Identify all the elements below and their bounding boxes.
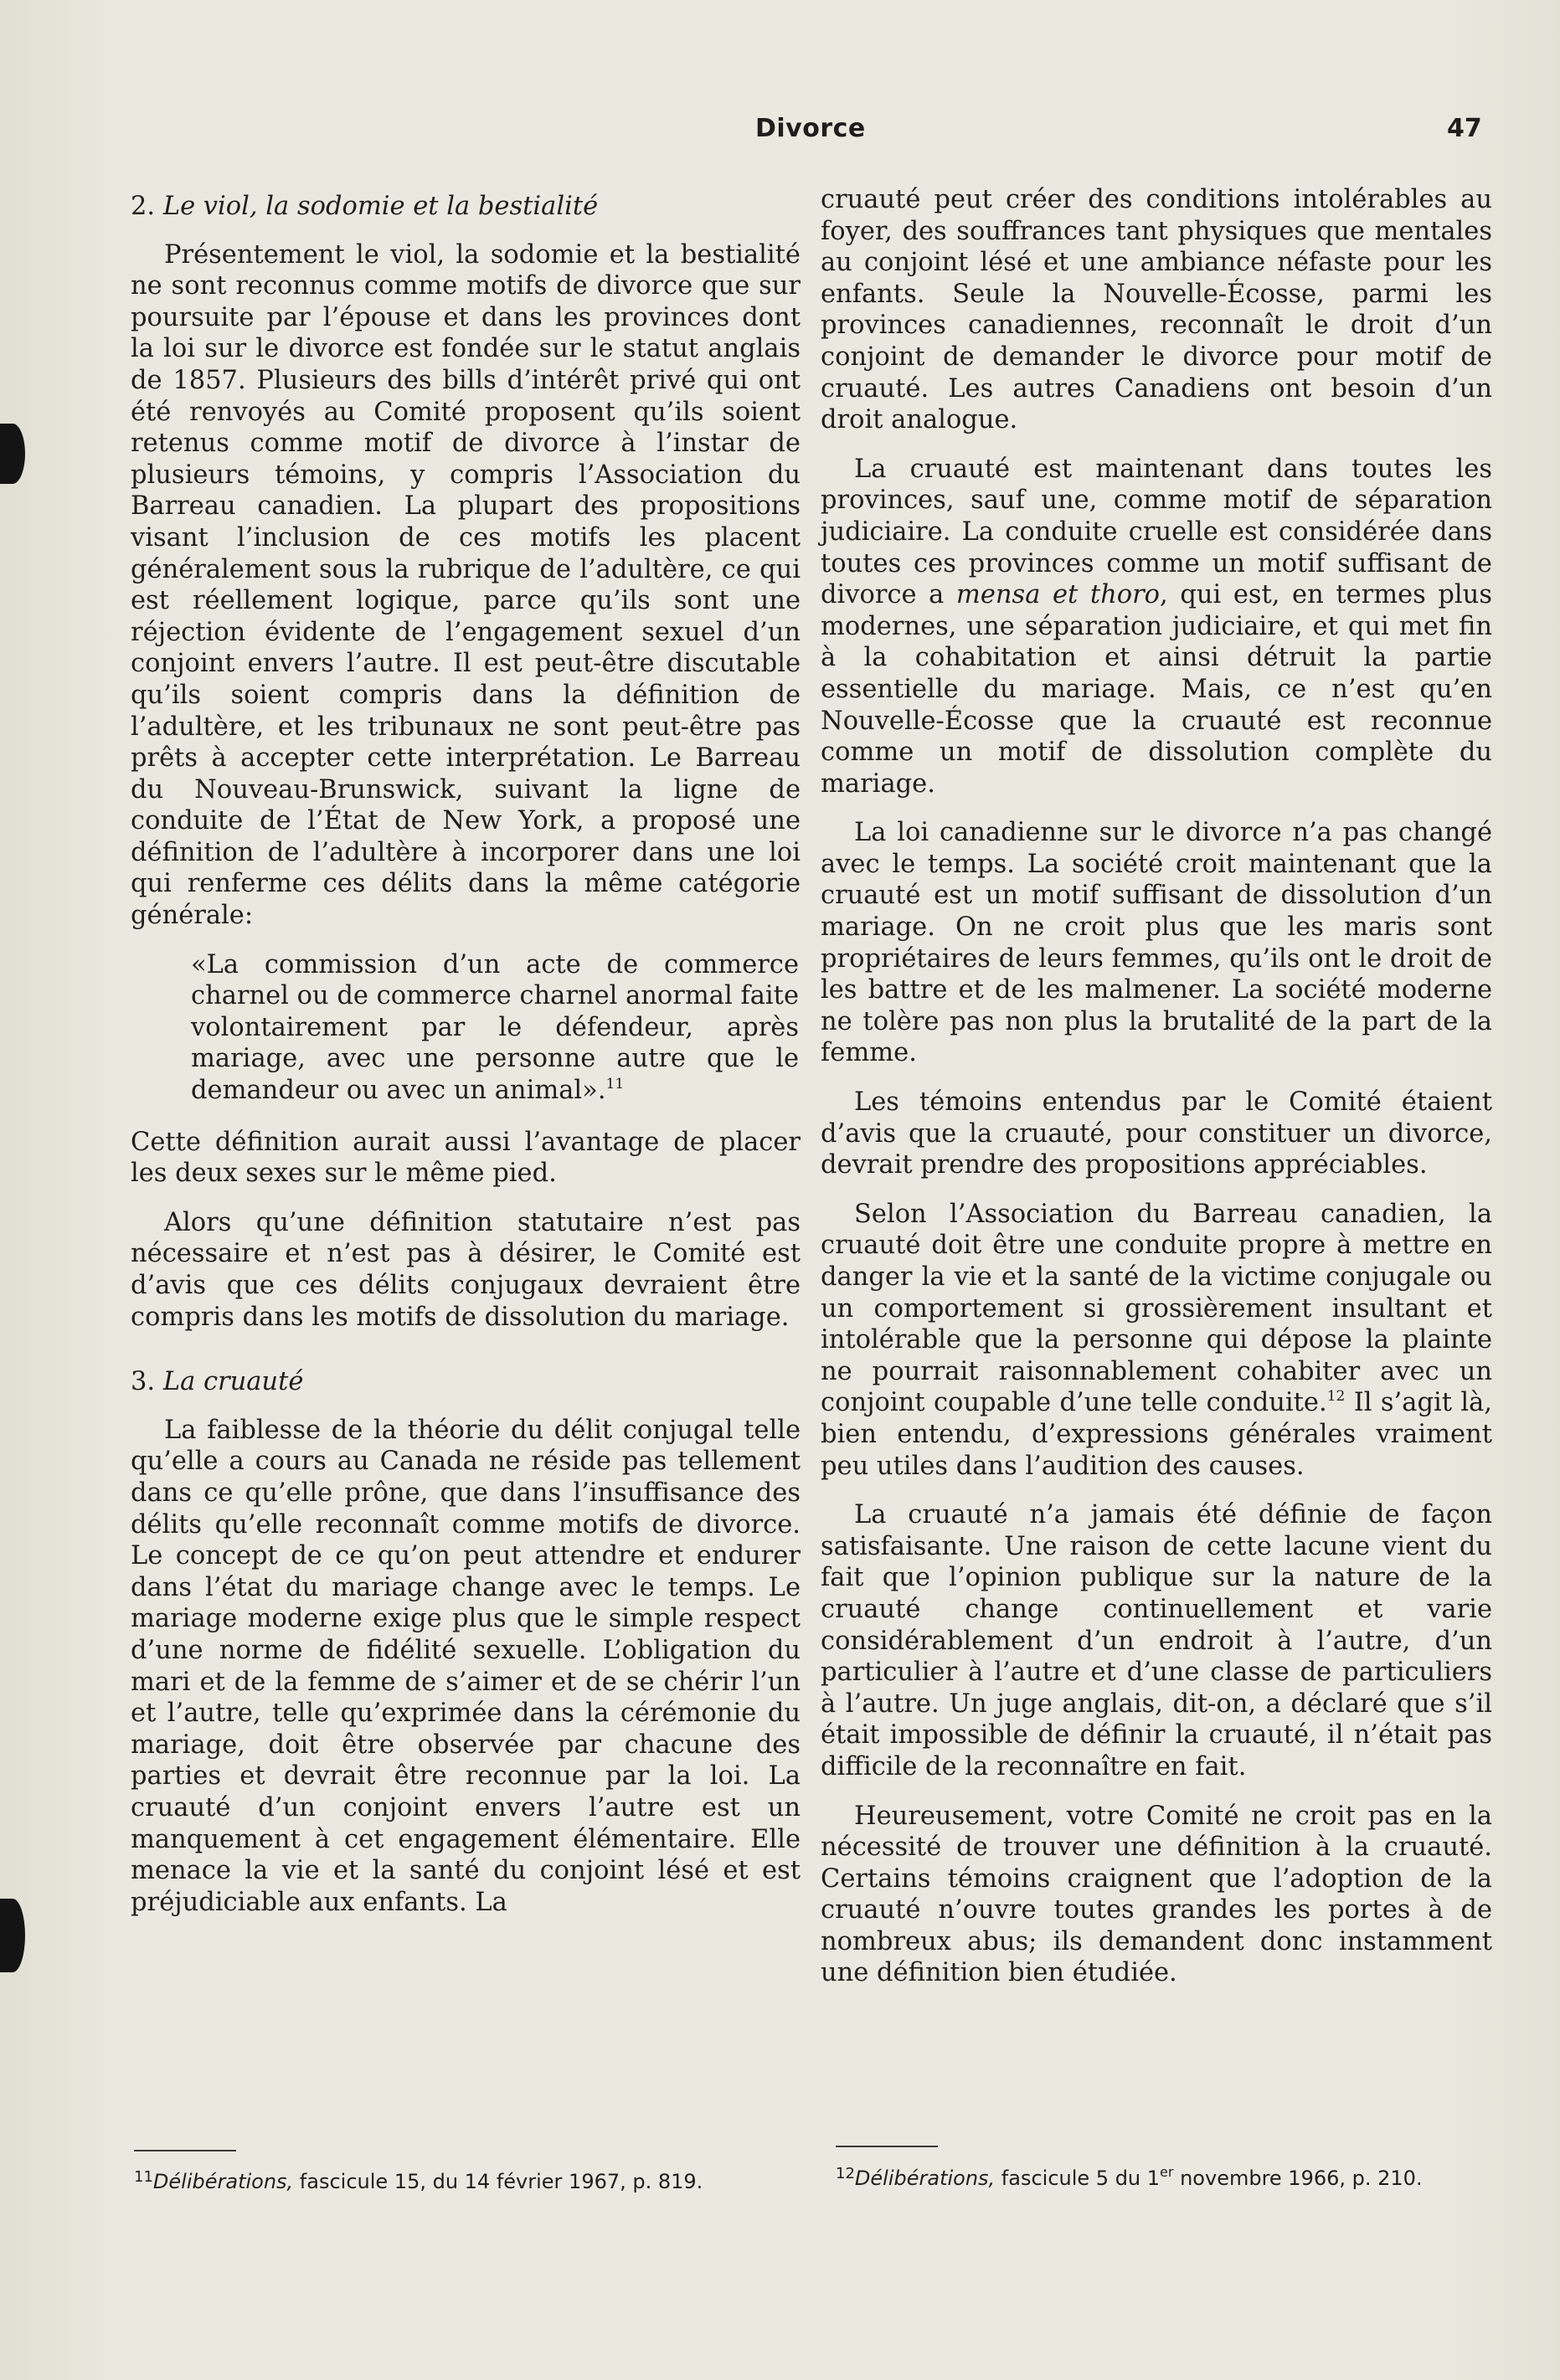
footnote-11 [134,2163,804,2196]
paragraph: Les témoins entendus par le Comité étaient d’avis que la cruauté, pour constituer un divorce, devrait prendre des propositions appréciables. [821,1087,1492,1180]
paragraph-text: , qui est, en termes plus modernes, une séparation judiciaire, et qui met fin à la cohabitation et ainsi détruit la partie essentielle du mariage. Mais, ce n’est qu’en Nouvelle-Écosse que la cruauté est reconnue comme un motif de dissolution complète du mariage. [821,580,1492,799]
paragraph [821,1199,1492,1482]
section-heading-3 [131,1366,801,1398]
footnote-ref-12: 12 [1326,1388,1346,1406]
binding-hole-bottom [0,1899,25,1972]
quotation [191,949,799,1107]
running-title: Divorce [755,114,866,143]
left-column [131,184,801,1935]
quotation-text: «La commission d’un acte de commerce charnel ou de commerce charnel anormal faite volontairement par le défendeur, après mariage, avec une personne autre que le demandeur ou avec un animal». [191,949,799,1106]
footnote-text: fascicule 15, du 14 février 1967, p. 819. [293,2170,703,2193]
paragraph-text: La cruauté est maintenant dans toutes les provinces, sauf une, comme motif de séparation judiciaire. La conduite cruelle est considérée dans toutes ces provinces comme un motif suffisant de divorce a [821,454,1492,610]
latin-term: mensa et thoro [955,580,1161,610]
paragraph: La loi canadienne sur le divorce n’a pas changé avec le temps. La société croit maintenant que la cruauté est un motif suffisant de dissolution d’un mariage. On ne croit plus que les maris sont propriétaires de leurs femmes, qu’ils ont le droit de les battre et de les malmener. La société moderne ne tolère pas non plus la brutalité de la part de la femme. [821,818,1492,1068]
paragraph: La faiblesse de la théorie du délit conjugal telle qu’elle a cours au Canada ne réside pas tellement dans ce qu’elle prône, que dans l’insuffisance des délits qu’elle reconnaît comme motifs de divorce. Le concept de ce qu’on peut attendre et endurer dans l’état du mariage change avec le temps. Le mariage moderne exige plus que le simple respect d’une norme de fidélité sexuelle. L’obligation du mari et de la femme de s’aimer et de se chérir l’un et l’autre, telle qu’exprimée dans la cérémonie du mariage, doit être observée par chacune des parties et devrait être reconnue par la loi. La cruauté d’un conjoint envers l’autre est un manquement à cet engagement élémentaire. Elle menace la vie et la santé du conjoint lésé et est préjudiciable aux enfants. La [131,1415,801,1917]
footnote-ref-11: 11 [605,1076,625,1093]
footnote-number: 12 [836,2165,855,2182]
section-title: La cruauté [162,1367,304,1397]
paragraph: cruauté peut créer des conditions intolérables au foyer, des souffrances tant physiques que mentales au conjoint lésé et une ambiance néfaste pour les enfants. Seule la Nouvelle-Écosse, parmi les provinces canadiennes, reconnaît le droit d’un conjoint de demander le divorce pour motif de cruauté. Les autres Canadiens ont besoin d’un droit analogue. [821,185,1492,435]
section-number: 3. [131,1367,156,1397]
paragraph-text: Selon l’Association du Barreau canadien, la cruauté doit être une conduite propre à mettre en danger la vie et la santé de la victime conjugale ou un comportement si grossièrement insultant et intolérable que la personne qui dépose la plainte ne pourrait raisonnablement cohabiter avec un conjoint coupable d’une telle conduite. [821,1199,1492,1418]
section-number: 2. [131,192,156,221]
footnote-text: novembre 1966, p. 210. [1173,2167,1423,2190]
footnote-rule-right [836,2146,938,2147]
ordinal-suffix: er [1160,2164,1174,2180]
paragraph: La cruauté n’a jamais été définie de façon satisfaisante. Une raison de cette lacune vient du fait que l’opinion publique sur la nature de la cruauté change continuellement et varie considérablement d’un endroit à l’autre, d’un particulier à l’autre et d’une classe de particuliers à l’autre. Un juge anglais, dit-on, a déclaré que s’il était impossible de définir la cruauté, il n’était pas difficile de la reconnaître en fait. [821,1500,1492,1781]
binding-hole-top [0,424,25,484]
paragraph: Heureusement, votre Comité ne croit pas en la nécessité de trouver une définition à la cruauté. Certains témoins craignent que l’adoption de la cruauté n’ouvre toutes grandes les portes à de nombreux abus; ils demandent donc instamment une définition bien étudiée. [821,1801,1492,1988]
footnote-source: Délibérations, [854,2167,996,2190]
paragraph: Cette définition aurait aussi l’avantage de placer les deux sexes sur le même pied. [131,1127,801,1189]
running-header [0,114,1560,147]
paragraph [821,454,1492,800]
page-number: 47 [1447,114,1482,143]
footnote-text: fascicule 5 du 1 [995,2167,1161,2190]
footnote-number: 11 [134,2168,153,2186]
section-heading-2 [131,191,801,223]
paragraph-text: Il s’agit là, bien entendu, d’expressions générales vraiment peu utiles dans l’audition des causes. [821,1388,1492,1481]
paragraph: Présentement le viol, la sodomie et la bestialité ne sont reconnus comme motifs de divorce que sur poursuite par l’épouse et dans les provinces dont la loi sur le divorce est fondée sur le statut anglais de 1857. Plusieurs des bills d’intérêt privé qui ont été renvoyés au Comité proposent qu’ils soient retenus comme motif de divorce à l’instar de plusieurs témoins, y compris l’Association du Barreau canadien. La plupart des propositions visant l’inclusion de ces motifs les placent généralement sous la rubrique de l’adultère, ce qui est réellement logique, parce qu’ils sont une réjection évidente de l’engagement sexuel d’un conjoint envers l’autre. Il est peut-être discutable qu’ils soient compris dans la définition de l’adultère, et les tribunaux ne sont peut-être pas prêts à accepter cette interprétation. Le Barreau du Nouveau-Brunswick, suivant la ligne de conduite de l’État de New York, a proposé une définition de l’adultère à incorporer dans une loi qui renferme ces délits dans la même catégorie générale: [131,239,801,931]
right-column [821,184,1492,2007]
footnote-rule-left [134,2150,236,2151]
footnote-12 [836,2160,1489,2192]
paragraph: Alors qu’une définition statutaire n’est pas nécessaire et n’est pas à désirer, le Comité est d’avis que ces délits conjugaux devraient être compris dans les motifs de dissolution du mariage. [131,1207,801,1332]
footnote-source: Délibérations, [152,2170,294,2193]
section-title: Le viol, la sodomie et la bestialité [162,192,599,221]
